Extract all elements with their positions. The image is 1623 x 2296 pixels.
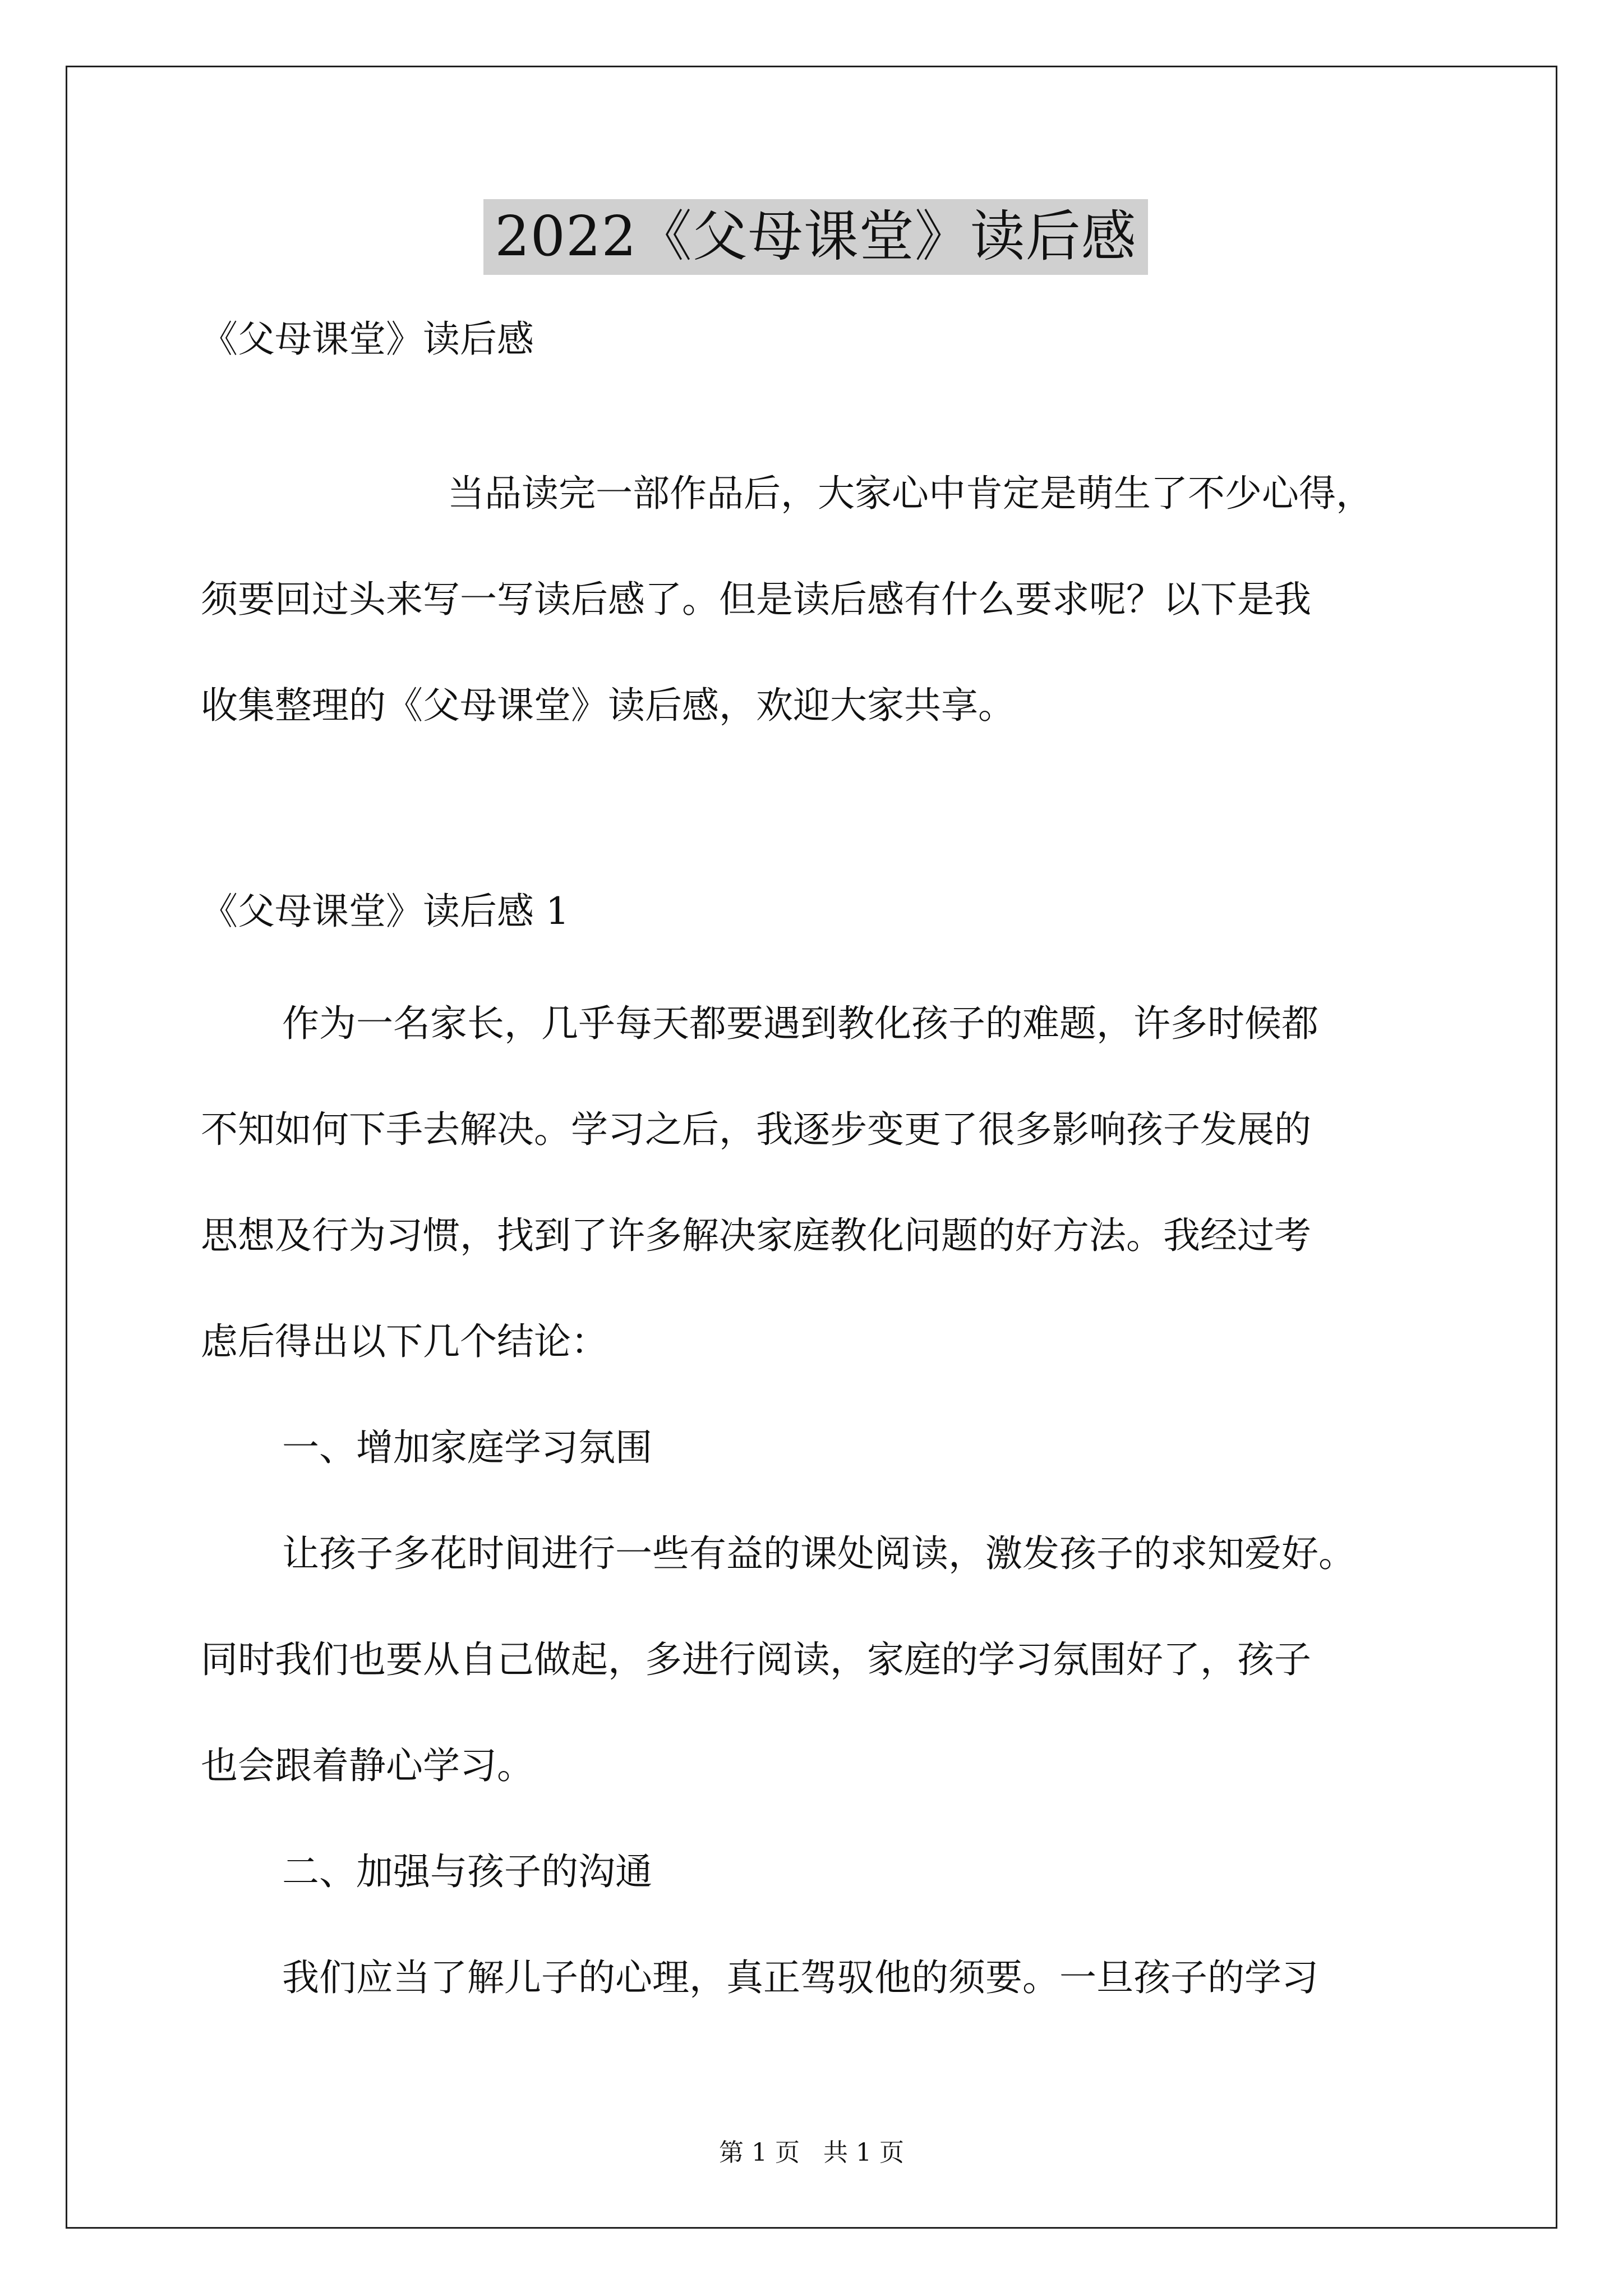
page-total: 共 1 页 — [823, 2138, 904, 2167]
body-line: 虑后得出以下几个结论： — [201, 1320, 608, 1363]
intro-heading: 《父母课堂》读后感 — [201, 318, 534, 361]
body-line: 不知如何下手去解决。学习之后，我逐步变更了很多影响孩子发展的 — [201, 1108, 1311, 1151]
body-line: 也会跟着静心学习。 — [201, 1744, 534, 1787]
subheading-line: 一、增加家庭学习氛围 — [282, 1426, 652, 1469]
body-line: 同时我们也要从自己做起，多进行阅读，家庭的学习氛围好了，孩子 — [201, 1638, 1311, 1681]
intro-line: 当品读完一部作品后，大家心中肯定是萌生了不少心得， — [448, 472, 1373, 515]
page-number: 第 1 页 — [719, 2138, 800, 2167]
intro-paragraph — [201, 440, 1435, 758]
body-line: 思想及行为习惯，找到了许多解决家庭教化问题的好方法。我经过考 — [201, 1214, 1311, 1257]
body-line: 作为一名家长，几乎每天都要遇到教化孩子的难题，许多时候都 — [282, 1002, 1318, 1045]
document-title: 2022《父母课堂》读后感 — [483, 199, 1148, 275]
section-heading: 《父母课堂》读后感 1 — [201, 890, 569, 933]
intro-line: 须要回过头来写一写读后感了。但是读后感有什么要求呢？以下是我 — [201, 578, 1311, 621]
section-body — [201, 970, 1435, 2031]
body-line: 让孩子多花时间进行一些有益的课处阅读，激发孩子的求知爱好。 — [282, 1532, 1355, 1575]
subheading-line: 二、加强与孩子的沟通 — [282, 1850, 652, 1893]
body-line: 我们应当了解儿子的心理，真正驾驭他的须要。一旦孩子的学习 — [282, 1956, 1318, 1999]
page-footer — [0, 2136, 1623, 2170]
intro-line: 收集整理的《父母课堂》读后感，欢迎大家共享。 — [201, 684, 1015, 727]
